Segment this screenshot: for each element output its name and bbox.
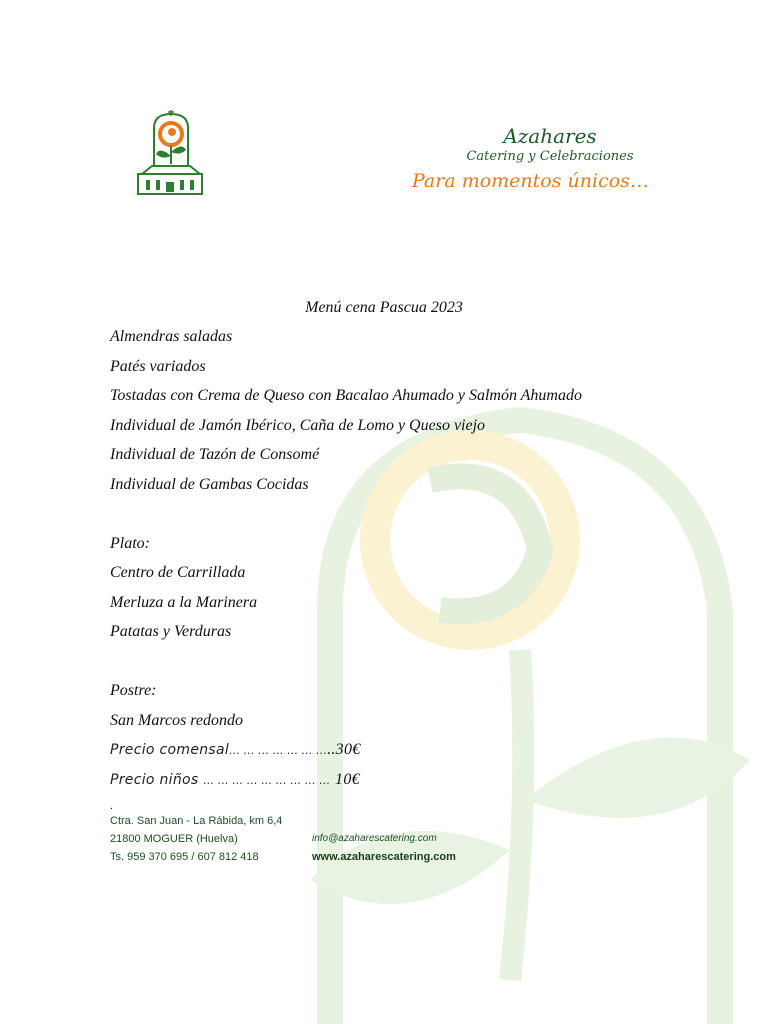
- email-link[interactable]: info@azaharescatering.com: [312, 833, 437, 844]
- price-dots: … … … … … … …: [229, 744, 328, 757]
- spacer: [110, 647, 710, 677]
- dessert-label: Postre:: [110, 682, 157, 699]
- price-label: Precio comensal: [110, 742, 230, 758]
- menu-item: Merluza a la Marinera: [110, 593, 258, 611]
- price-adult: [110, 735, 710, 765]
- footer-dot: .: [110, 800, 114, 812]
- price-amount: 10€: [335, 770, 360, 788]
- footer-row: [110, 848, 530, 866]
- menu-item: Individual de Gambas Cocidas: [110, 475, 309, 493]
- brand-name: Azahares: [503, 124, 597, 148]
- spacer: [110, 499, 710, 529]
- menu-item: Tostadas con Crema de Queso con Bacalao Ahumado y Salmón Ahumado: [110, 387, 582, 404]
- brand-header: [420, 124, 680, 166]
- website-link[interactable]: www.azaharescatering.com: [312, 851, 456, 863]
- price-amount: ..30€: [327, 741, 361, 758]
- menu-item: Patés variados: [110, 357, 206, 375]
- menu: [110, 293, 710, 794]
- menu-item: Individual de Tazón de Consomé: [110, 446, 320, 463]
- brand-subtitle: Catering y Celebraciones: [466, 149, 634, 164]
- brand-tagline: Para momentos únicos…: [412, 170, 649, 192]
- address: Ctra. San Juan - La Rábida, km 6,4: [110, 815, 283, 827]
- city: 21800 MOGUER (Huelva): [110, 833, 238, 845]
- menu-item: Centro de Carrillada: [110, 564, 246, 581]
- footer-row: [110, 830, 530, 848]
- azahares-logo: [136, 110, 206, 198]
- footer-contact: [110, 800, 530, 866]
- menu-item: San Marcos redondo: [110, 711, 244, 729]
- main-course-label: Plato:: [110, 534, 150, 552]
- price-label: Precio niños: [110, 771, 199, 788]
- price-dots: … … … … … … … … …: [203, 773, 331, 787]
- menu-item: Patatas y Verduras: [110, 623, 232, 640]
- footer-row: [110, 812, 530, 830]
- price-children: [110, 765, 710, 795]
- phones: Ts. 959 370 695 / 607 812 418: [110, 851, 259, 863]
- menu-item: Almendras saladas: [110, 328, 233, 345]
- menu-title: Menú cena Pascua 2023: [305, 299, 463, 316]
- menu-item: Individual de Jamón Ibérico, Caña de Lomo y Queso viejo: [110, 416, 486, 434]
